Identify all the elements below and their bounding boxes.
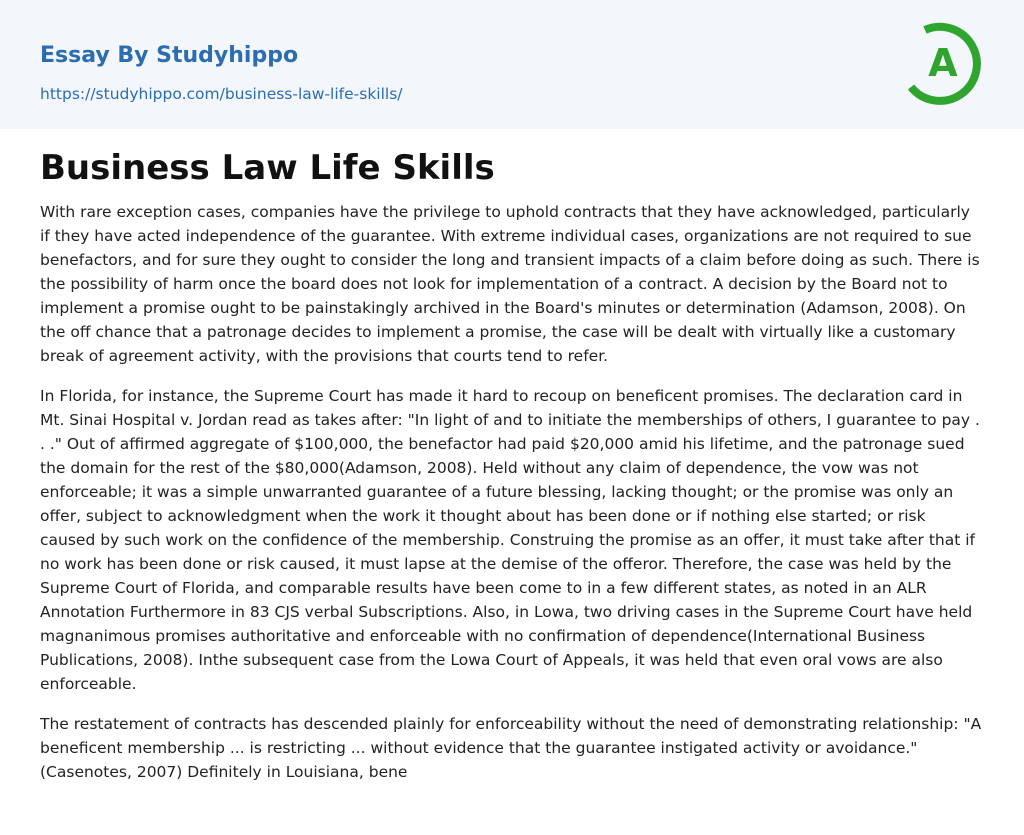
article-paragraph: In Florida, for instance, the Supreme Court has made it hard to recoup on beneficent promises. The declaration card in Mt. Sinai Hospital v. Jordan read as takes after: "In light of and to initiate the memberships of others, I guarantee to pay . . ." Out of affirmed aggregate of $100,000, the benefactor had paid $20,000 amid his lifetime, and the patronage sued the domain for the rest of the $80,000(Adamson, 2008). Held without any claim of dependence, the vow was not enforceable; it was a simple unwarranted guarantee of a future blessing, lacking thought; or the promise was only an offer, subject to acknowledgment when the work it thought about has been done or if nothing else started; or risk caused by such work on the confidence of the membership. Construing the promise as an offer, it must take after that if no work has been done or risk caused, it must lapse at the demise of the offeror. Therefore, the case was held by the Supreme Court of Florida, and comparable results have been come to in a few different states, as noted in an ALR Annotation Furthermore in 83 CJS verbal Subscriptions. Also, in Lowa, two driving cases in the Supreme Court have held magnanimous promises authoritative and enforceable with no confirmation of dependence(International Business Publications, 2008). Inthe subsequent case from the Lowa Court of Appeals, it was held that even oral vows are also enforceable. xyxy=(40,387,980,693)
article-paragraph: The restatement of contracts has descended plainly for enforceability without the need of demonstrating relationship: "A beneficent membership ... is restricting ... without evidence that the guarantee instigated activity or avoidance." (Casenotes, 2007) Definitely in Louisiana, bene xyxy=(40,715,982,781)
article-title: Business Law Life Skills xyxy=(40,148,495,188)
site-header xyxy=(0,0,1024,129)
studyhippo-logo-icon[interactable] xyxy=(900,19,986,105)
article-paragraph: With rare exception cases, companies have the privilege to uphold contracts that they have acknowledged, particularly if they have acted independence of the guarantee. With extreme individual cases, organizations are not required to sue benefactors, and for sure they ought to consider the long and transient impacts of a claim before doing as such. There is the possibility of harm once the board does not look for implementation of a contract. A decision by the Board not to implement a promise ought to be painstakingly archived in the Board's minutes or determination (Adamson, 2008). On the off chance that a patronage decides to implement a promise, the case will be dealt with virtually like a customary break of agreement activity, with the provisions that courts tend to refer. xyxy=(40,203,980,365)
article-url-link[interactable]: https://studyhippo.com/business-law-life-skills/ xyxy=(40,85,403,103)
article-body xyxy=(0,129,1024,784)
logo-letter: A xyxy=(928,41,958,85)
brand-title: Essay By Studyhippo xyxy=(40,43,299,68)
